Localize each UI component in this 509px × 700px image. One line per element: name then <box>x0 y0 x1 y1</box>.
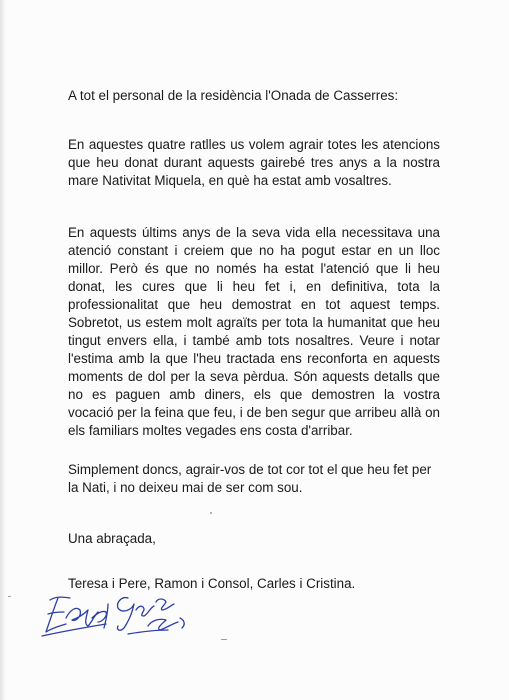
paragraph-3-text: Simplement doncs, agrair-vos de tot cor tot el que heu fet per la Nati, i no deixeu mai de ser com sou. <box>68 462 432 495</box>
paragraph-care-details <box>68 224 440 440</box>
scan-speck <box>221 639 227 640</box>
paragraph-1-text: En aquestes quatre ratlles us volem agrair totes les atencions que heu donat durant aquests gairebé tres anys a la nostra mare Nativitat Miquela, en què ha estat amb vosaltres. <box>68 137 440 188</box>
paragraph-gratitude-intro <box>68 136 440 190</box>
scan-edge-shadow <box>0 0 6 700</box>
signers-line: Teresa i Pere, Ramon i Consol, Carles i Cristina. <box>68 576 356 591</box>
scan-speck <box>210 512 212 514</box>
scan-speck <box>8 596 11 597</box>
salutation: A tot el personal de la residència l'Onada de Casserres: <box>68 88 399 103</box>
handwritten-signature <box>36 588 196 650</box>
paragraph-final-thanks <box>68 461 440 497</box>
paragraph-2-text: En aquests últims anys de la seva vida ella necessitava una atenció constant i creiem que no ha pogut estar en un lloc millor. Però és que no només ha estat l'atenció que li heu donat, les cures que li heu fet i, en definitiva, tota la professionalitat que heu demostrat en tot aquest temps. Sobretot, us estem molt agraïts per tota la humanitat que heu tingut envers ella, i també amb tots nosaltres. Veure i notar l'estima amb la que l'heu tractada ens reconforta en aquests moments de dol per la seva pèrdua. Són aquests detalls que no es paguen amb diners, els que demostren la vostra vocació per la feina que feu, i de ben segur que arribeu allà on els familiars moltes vegades ens costa d'arribar. <box>68 225 440 438</box>
closing-line: Una abraçada, <box>68 531 156 546</box>
